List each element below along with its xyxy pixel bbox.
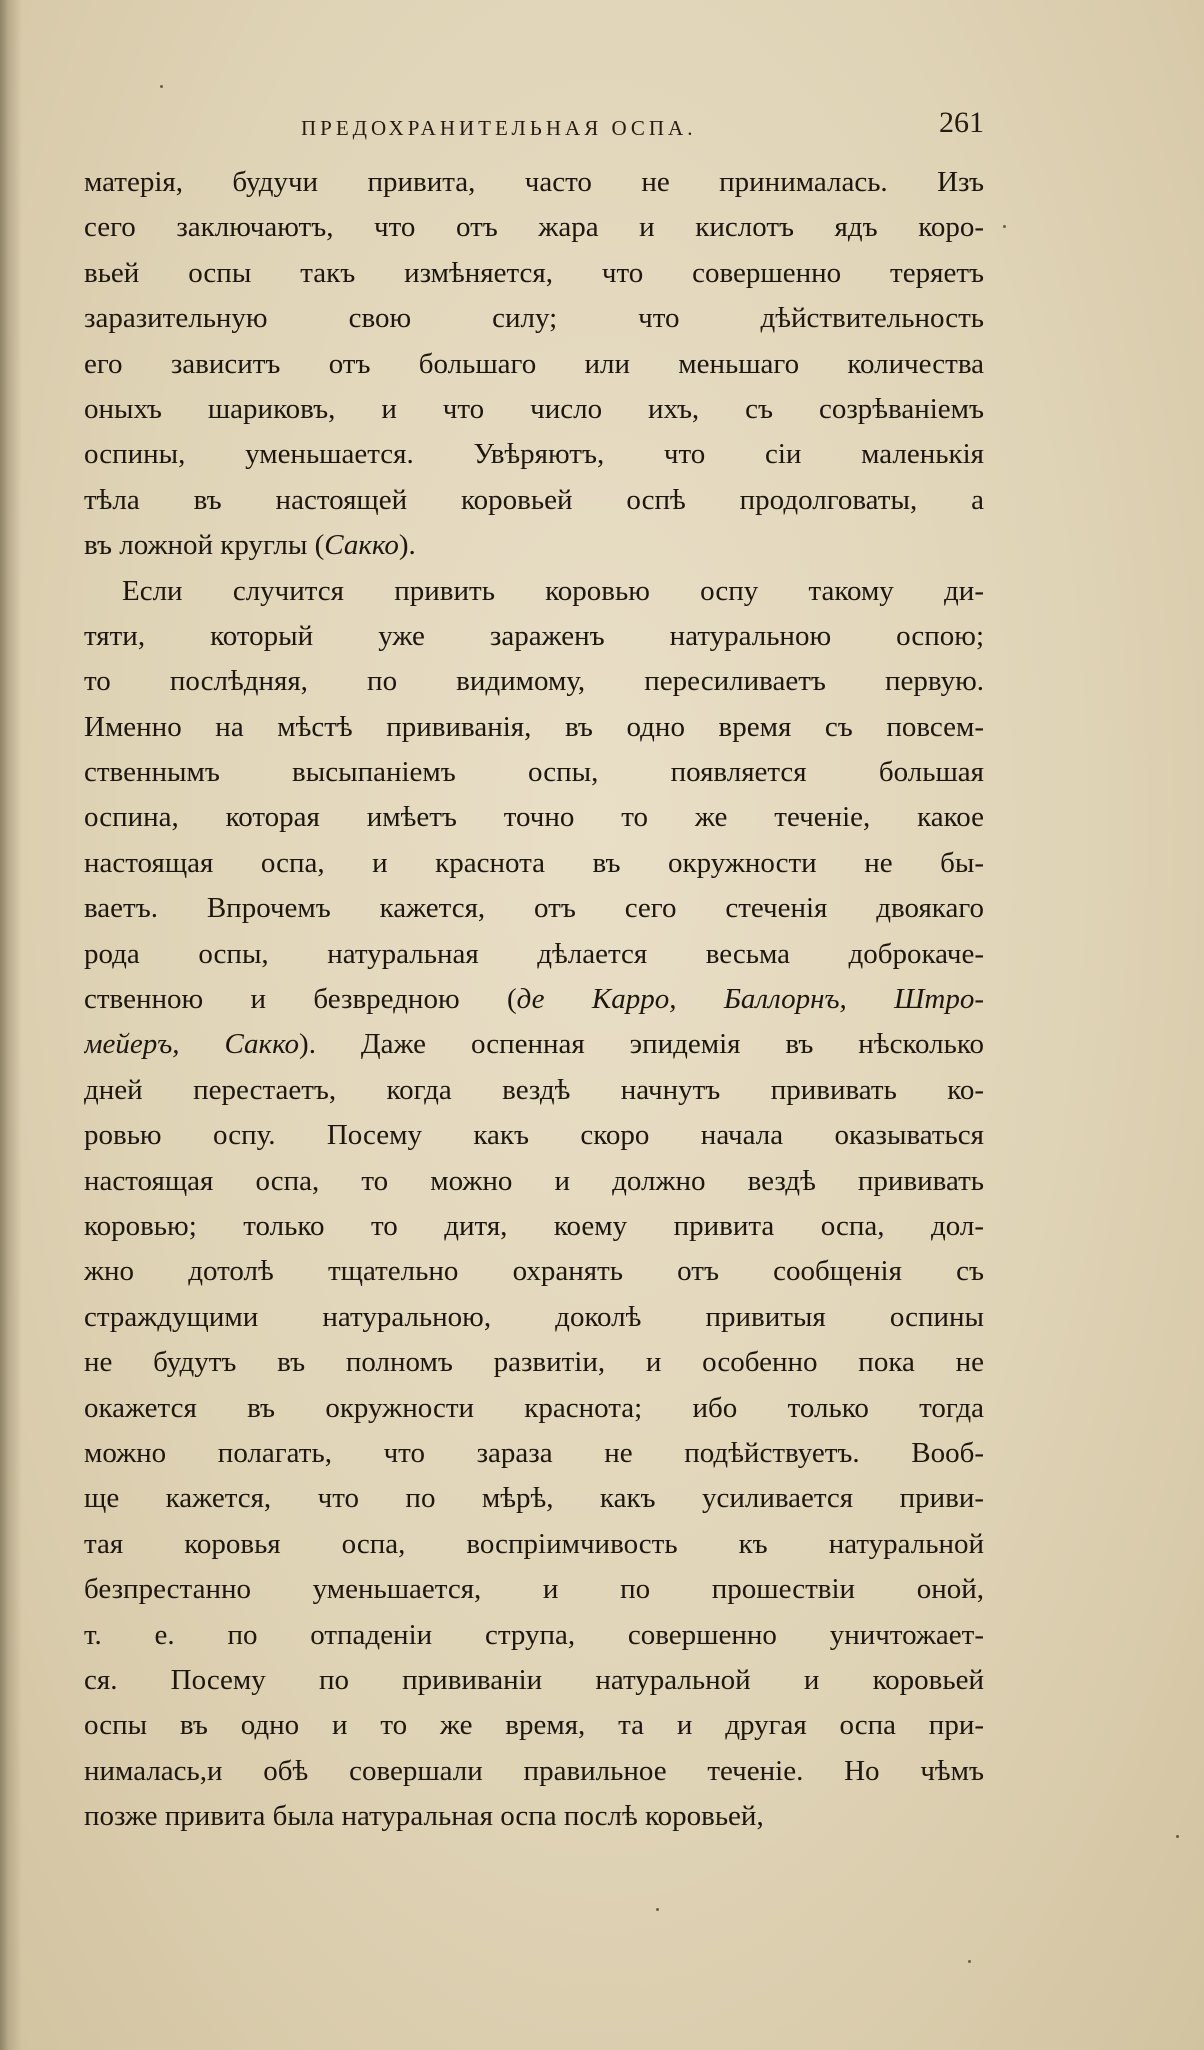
citation: Сакко [324,529,399,562]
page-header [84,106,984,148]
paragraph-start-line: Если случится привить коровью оспу такому ди- [122,574,984,607]
text-line: сего заключаютъ, что отъ жара и кислотъ ядъ коро- [84,211,984,244]
text-line: дней перестаетъ, когда вездѣ начнутъ прививать ко- [84,1073,984,1106]
text-line: настоящая оспа, то можно и должно вездѣ прививать [84,1164,984,1197]
citation: мейеръ, Сакко [84,1028,300,1061]
text-line: ственнымъ высыпаніемъ оспы, появляется большая [84,756,984,789]
text-line [84,1022,984,1067]
text-fragment: ). [398,529,416,562]
text-line: матерія, будучи привита, часто не принималась. Изъ [84,166,984,198]
text-line: не будутъ въ полномъ развитіи, и особенно пока не [84,1346,984,1379]
text-fragment: ). Даже оспенная эпидемія въ нѣсколько [299,1028,984,1061]
body-text [84,160,984,1839]
text-line: т. е. по отпаденіи струпа, совершенно уничтожает- [84,1618,984,1651]
paper-speck [656,1908,659,1911]
text-line: позже привита была натуральная оспа послѣ коровьей, [84,1800,764,1833]
text-line: окажется въ окружности краснота; ибо только тогда [84,1391,984,1424]
citation: де Карро, Баллорнъ, Штро- [516,983,984,1016]
running-title: ПРЕДОХРАНИТЕЛЬНАЯ ОСПА. [301,116,697,140]
text-line: ся. Посему по прививаніи натуральной и коровьей [84,1663,984,1696]
text-line: коровью; только то дитя, коему привита оспа, дол- [84,1209,984,1242]
text-line [84,523,984,568]
text-line: вьей оспы такъ измѣняется, что совершенно теряетъ [84,256,984,289]
text-line: жно дотолѣ тщательно охранять отъ сообщенія съ [84,1255,984,1288]
text-line: ще кажется, что по мѣрѣ, какъ усиливается приви- [84,1482,984,1515]
paper-speck [160,85,163,88]
text-line: настоящая оспа, и краснота въ окружности не бы- [84,846,984,879]
text-line: оспина, которая имѣетъ точно то же теченіе, какое [84,801,984,834]
text-line: оспины, уменьшается. Увѣряютъ, что сіи маленькія [84,438,984,471]
text-line: ваетъ. Впрочемъ кажется, отъ сего стеченія двоякаго [84,892,984,925]
text-line: оспы въ одно и то же время, та и другая оспа при- [84,1709,984,1742]
text-fragment: ственною и безвредною ( [84,983,517,1016]
text-line: его зависитъ отъ большаго или меньшаго количества [84,347,984,380]
page-number: 261 [939,106,984,139]
text-line: ровью оспу. Посему какъ скоро начала оказываться [84,1119,984,1152]
paper-speck [968,1960,971,1963]
paper-speck [1176,1835,1179,1838]
text-line: рода оспы, натуральная дѣлается весьма доброкаче- [84,937,984,970]
text-line: Именно на мѣстѣ прививанія, въ одно время съ повсем- [84,710,984,743]
text-line: заразительную свою силу; что дѣйствительность [84,302,984,335]
text-line: страждущими натуральною, доколѣ привитыя оспины [84,1300,984,1333]
spine-shadow [0,0,22,2050]
text-line: безпрестанно уменьшается, и по прошествіи оной, [84,1573,984,1606]
text-line: то послѣдняя, по видимому, пересиливаетъ первую. [84,665,984,698]
text-line: тая коровья оспа, воспріимчивость къ натуральной [84,1527,984,1560]
paper-speck [1003,225,1006,228]
text-line: тяти, который уже зараженъ натуральною оспою; [84,619,984,652]
text-line: можно полагать, что зараза не подѣйствуетъ. Вооб- [84,1436,984,1469]
text-fragment: въ ложной круглы ( [84,529,325,562]
text-line [84,977,984,1022]
text-line: нималась,и обѣ совершали правильное теченіе. Но чѣмъ [84,1754,984,1787]
text-line: тѣла въ настоящей коровьей оспѣ продолговаты, а [84,483,984,516]
text-line: оныхъ шариковъ, и что число ихъ, съ созрѣваніемъ [84,392,984,425]
